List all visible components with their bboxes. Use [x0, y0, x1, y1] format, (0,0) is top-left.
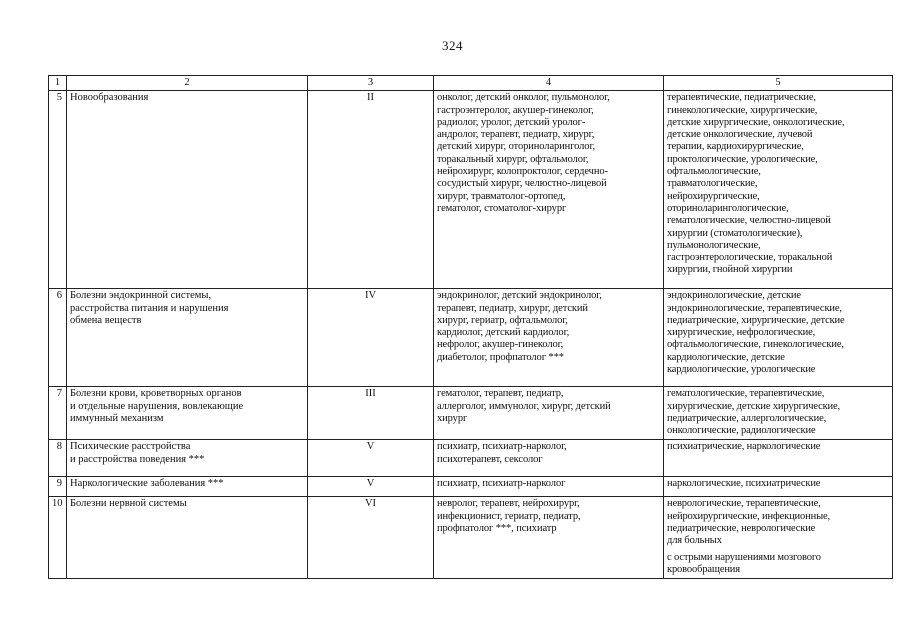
header-cell: 5 — [664, 76, 893, 91]
profiles-line: неврологические, терапевтические, — [667, 498, 821, 510]
specialists-line: психиатр, психиатр-нарколог, — [437, 441, 567, 453]
specialists-line: психотерапевт, сексолог — [437, 453, 543, 465]
profiles-extra-line: с острыми нарушениями мозгового — [667, 551, 821, 563]
table-row — [49, 289, 893, 387]
specialists-line: невролог, терапевт, нейрохирург, — [437, 498, 580, 510]
disease-group-cell — [67, 387, 308, 440]
main-table — [48, 75, 893, 579]
table-row — [49, 387, 893, 440]
specialists-line: профпатолог ***, психиатр — [437, 523, 557, 535]
specialists-line: онколог, детский онколог, пульмонолог, — [437, 92, 610, 104]
profiles-line: проктологические, урологические, — [667, 153, 818, 165]
profiles-line: наркологические, психиатрические — [667, 478, 821, 490]
profiles-line: хирургические, нефрологические, — [667, 327, 816, 339]
specialists-line: радиолог, уролог, детский уролог- — [437, 116, 586, 128]
profiles-line: нейрохирургические, инфекционные, — [667, 510, 830, 522]
profiles-line: хирургические, детские хирургические, — [667, 400, 841, 412]
class-cell: V — [308, 477, 434, 497]
disease-group-line: Наркологические заболевания *** — [70, 478, 224, 490]
profiles-line: детские онкологические, лучевой — [667, 129, 813, 141]
profiles-line: педиатрические, хирургические, детские — [667, 314, 845, 326]
profiles-line: гематологические, терапевтические, — [667, 388, 825, 400]
class-cell: II — [308, 91, 434, 289]
profiles-line: кардиологические, детские — [667, 351, 785, 363]
specialists-cell — [434, 477, 664, 497]
table-row — [49, 91, 893, 289]
specialists-cell — [434, 440, 664, 477]
disease-group-line: Новообразования — [70, 92, 149, 104]
header-row — [49, 76, 893, 91]
specialists-line: психиатр, психиатр-нарколог — [437, 478, 566, 490]
disease-group-cell — [67, 497, 308, 579]
specialists-line: гастроэнтеролог, акушер-гинеколог, — [437, 104, 594, 116]
profiles-line: хирургии (стоматологические), — [667, 227, 803, 239]
profiles-cell — [664, 477, 893, 497]
profiles-line: педиатрические, неврологические — [667, 523, 816, 535]
specialists-cell — [434, 387, 664, 440]
profiles-line: оториноларингологические, — [667, 202, 789, 214]
header-cell: 4 — [434, 76, 664, 91]
header-cell: 3 — [308, 76, 434, 91]
profiles-extra-line: кровообращения — [667, 563, 740, 575]
profiles-line: пульмонологические, — [667, 239, 761, 251]
disease-group-cell — [67, 289, 308, 387]
specialists-cell — [434, 91, 664, 289]
disease-group-line: Болезни нервной системы — [70, 498, 187, 510]
disease-group-line: Психические расстройства — [70, 441, 191, 453]
table-row — [49, 497, 893, 579]
row-number-cell: 5 — [49, 91, 67, 289]
specialists-line: гематолог, стоматолог-хирург — [437, 202, 567, 214]
disease-group-line: и отдельные нарушения, вовлекающие — [70, 400, 244, 412]
specialists-line: детский хирург, оториноларинголог, — [437, 141, 595, 153]
specialists-line: гематолог, терапевт, педиатр, — [437, 388, 564, 400]
disease-group-line: расстройства питания и нарушения — [70, 302, 229, 314]
profiles-line: эндокринологические, детские — [667, 290, 801, 302]
table-row — [49, 440, 893, 477]
disease-group-line: Болезни крови, кроветворных органов — [70, 388, 242, 400]
specialists-line: инфекционист, гериатр, педиатр, — [437, 510, 581, 522]
row-number-cell: 7 — [49, 387, 67, 440]
disease-group-line: Болезни эндокринной системы, — [70, 290, 212, 302]
profiles-line: хирургии, гнойной хирургии — [667, 264, 793, 276]
specialists-line: хирург — [437, 412, 468, 424]
profiles-line: терапевтические, педиатрические, — [667, 92, 816, 104]
class-cell: IV — [308, 289, 434, 387]
profiles-cell — [664, 387, 893, 440]
specialists-line: нефролог, акушер-гинеколог, — [437, 339, 564, 351]
row-number-cell: 6 — [49, 289, 67, 387]
profiles-cell — [664, 440, 893, 477]
specialists-line: терапевт, педиатр, хирург, детский — [437, 302, 588, 314]
header-cell: 1 — [49, 76, 67, 91]
specialists-line: нейрохирург, колопроктолог, сердечно- — [437, 166, 608, 178]
profiles-line: онкологические, радиологические — [667, 425, 816, 437]
profiles-line: гастроэнтерологические, торакальной — [667, 252, 833, 264]
class-cell: V — [308, 440, 434, 477]
disease-group-cell — [67, 477, 308, 497]
specialists-line: хирург, гериатр, офтальмолог, — [437, 314, 568, 326]
row-number-cell: 10 — [49, 497, 67, 579]
profiles-cell — [664, 497, 893, 579]
profiles-cell — [664, 289, 893, 387]
specialists-line: эндокринолог, детский эндокринолог, — [437, 290, 602, 302]
profiles-cell — [664, 91, 893, 289]
profiles-line: гинекологические, хирургические, — [667, 104, 818, 116]
disease-group-line: обмена веществ — [70, 314, 142, 326]
profiles-line: травматологические, — [667, 178, 758, 190]
profiles-line: гематологические, челюстно-лицевой — [667, 215, 831, 227]
table-row — [49, 477, 893, 497]
disease-group-cell — [67, 91, 308, 289]
profiles-line: детские хирургические, онкологические, — [667, 116, 845, 128]
specialists-line: сосудистый хирург, челюстно-лицевой — [437, 178, 607, 190]
specialists-line: торакальный хирург, офтальмолог, — [437, 153, 589, 165]
class-cell: III — [308, 387, 434, 440]
specialists-line: кардиолог, детский кардиолог, — [437, 327, 570, 339]
specialists-cell — [434, 497, 664, 579]
profiles-line: для больных — [667, 535, 722, 547]
profiles-line: офтальмологические, — [667, 166, 761, 178]
page-number: 324 — [442, 38, 463, 53]
specialists-line: андролог, терапевт, педиатр, хирург, — [437, 129, 595, 141]
profiles-line: педиатрические, аллергологические, — [667, 412, 827, 424]
specialists-cell — [434, 289, 664, 387]
specialists-line: диабетолог, профпатолог *** — [437, 351, 564, 363]
specialists-line: аллерголог, иммунолог, хирург, детский — [437, 400, 611, 412]
profiles-line: терапии, кардиохирургические, — [667, 141, 804, 153]
profiles-line: нейрохирургические, — [667, 190, 760, 202]
disease-group-line: иммунный механизм — [70, 412, 164, 424]
row-number-cell: 8 — [49, 440, 67, 477]
profiles-line: психиатрические, наркологические — [667, 441, 821, 453]
disease-group-cell — [67, 440, 308, 477]
profiles-line: офтальмологические, гинекологические, — [667, 339, 844, 351]
row-number-cell: 9 — [49, 477, 67, 497]
class-cell: VI — [308, 497, 434, 579]
specialists-line: хирург, травматолог-ортопед, — [437, 190, 566, 202]
disease-group-line: и расстройства поведения *** — [70, 453, 205, 465]
header-cell: 2 — [67, 76, 308, 91]
profiles-line: эндокринологические, терапевтические, — [667, 302, 842, 314]
profiles-line: кардиологические, урологические — [667, 364, 816, 376]
